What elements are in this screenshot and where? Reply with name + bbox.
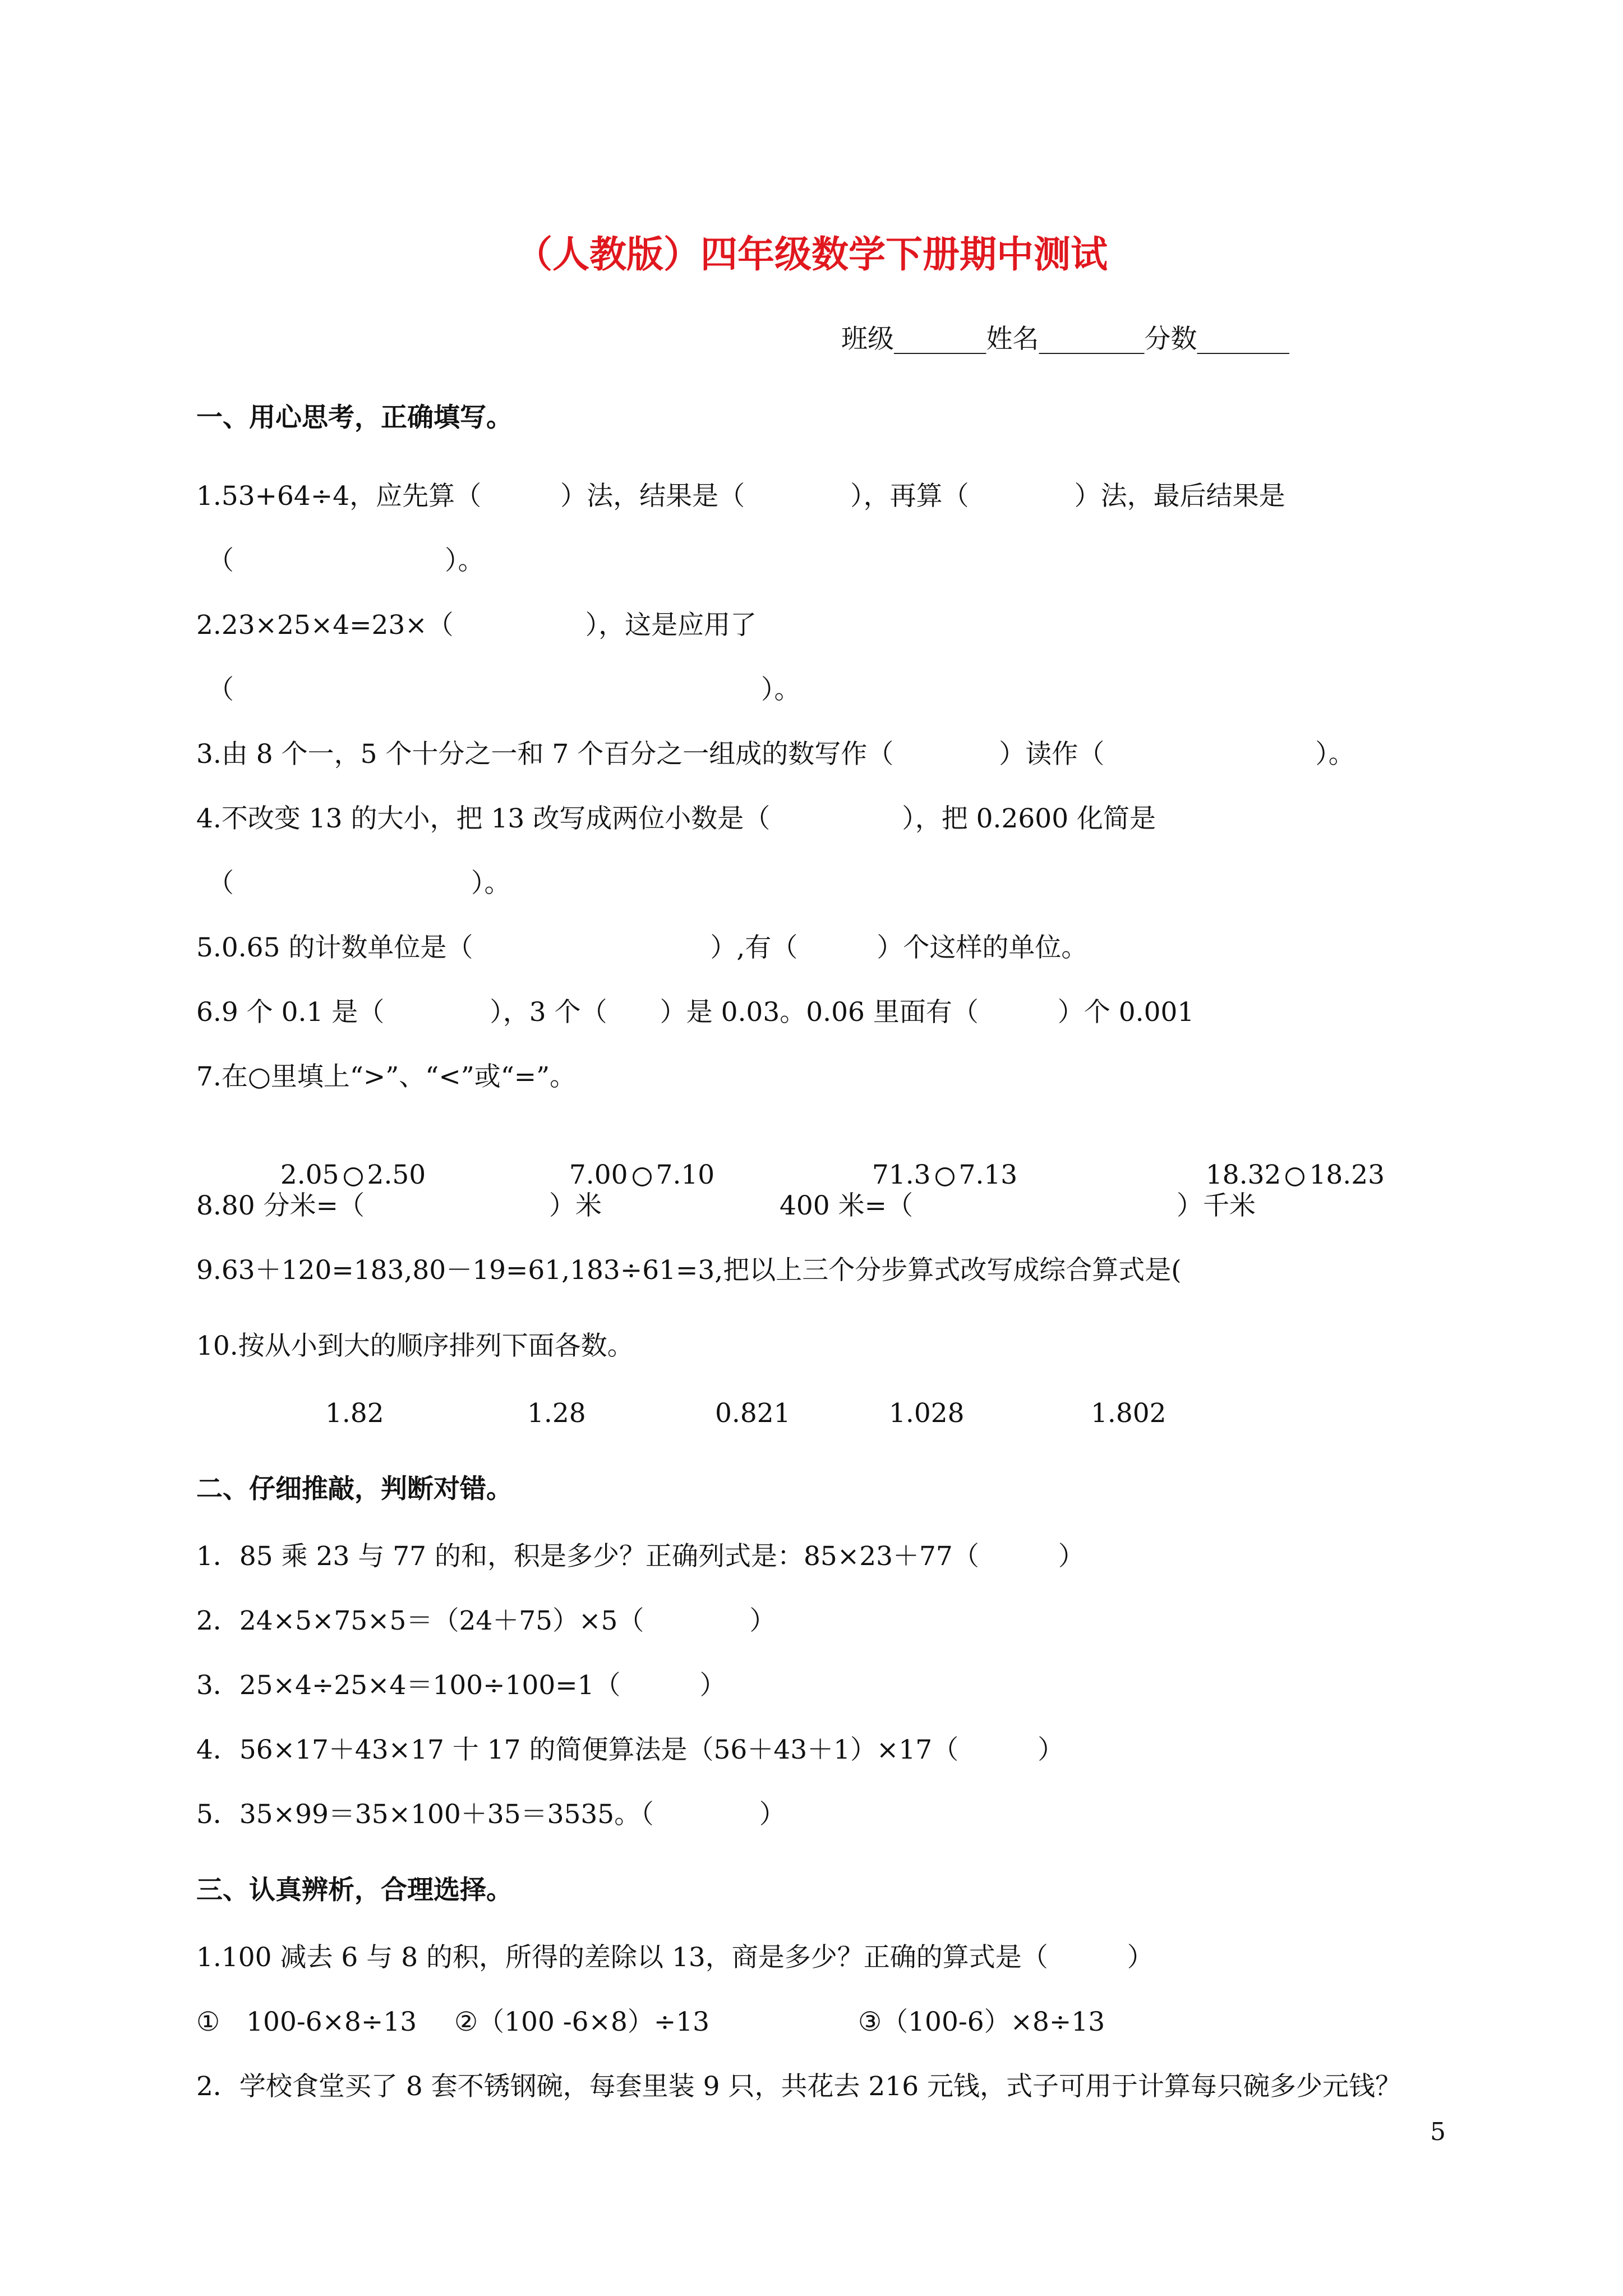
comparison-item	[264, 1125, 426, 1192]
choice-option: ① 100-6×8÷13	[196, 2007, 417, 2037]
number-item: 1.28	[527, 1398, 586, 1429]
number-item: 1.802	[1091, 1398, 1166, 1429]
choice-option: ③（100-6）×8÷13	[858, 2007, 1105, 2037]
choice-option: ②（100 -6×8）÷13	[454, 2007, 710, 2037]
number-item: 1.82	[325, 1398, 384, 1429]
comparison-right-value: 18.23	[1309, 1159, 1385, 1190]
comparison-item	[552, 1125, 714, 1192]
comparison-left-value: 18.32	[1205, 1159, 1281, 1190]
section-3-heading: 三、认真辨析，合理选择。	[196, 1875, 513, 1906]
blank-circle-icon[interactable]	[1285, 1167, 1304, 1186]
question-line: 3．25×4÷25×4＝100÷100=1（ ）	[196, 1670, 726, 1701]
page-title: （人教版）四年级数学下册期中测试	[515, 232, 1108, 276]
question-line: 5.0.65 的计数单位是（ ）,有（ ）个这样的单位。	[196, 932, 1088, 963]
comparison-item	[1189, 1125, 1385, 1192]
question-line: 1.100 减去 6 与 8 的积，所得的差除以 13，商是多少？正确的算式是（ ）	[196, 1942, 1154, 1973]
comparison-right-value: 7.13	[958, 1159, 1018, 1190]
question-line: （ ）。	[208, 674, 801, 705]
blank-circle-icon[interactable]	[935, 1167, 955, 1186]
question-line: 4．56×17＋43×17 十 17 的简便算法是（56＋43＋1）×17（ ）	[196, 1734, 1064, 1765]
question-line: 3.由 8 个一，5 个十分之一和 7 个百分之一组成的数写作（ ）读作（ ）。	[196, 739, 1355, 770]
question-line: （ ）。	[208, 868, 511, 899]
comparison-left-value: 2.05	[280, 1159, 339, 1190]
comparison-left-value: 71.3	[872, 1159, 931, 1190]
question-line: 7.在○里填上“>”、“<”或“=”。	[196, 1061, 577, 1092]
question-line: 8.80 分米=（ ）米	[196, 1190, 602, 1221]
question-line: 2．24×5×75×5＝（24＋75）×5（ ）	[196, 1605, 776, 1636]
comparison-item	[855, 1125, 1017, 1192]
question-line: 2.23×25×4=23×（ ），这是应用了	[196, 610, 757, 641]
number-item: 1.028	[889, 1398, 965, 1429]
question-line: 5．35×99＝35×100＋35＝3535。（ ）	[196, 1799, 786, 1830]
page-number: 5	[1430, 2118, 1446, 2146]
question-line: 9.63＋120=183,80－19=61,183÷61=3,把以上三个分步算式改写成综合算式是(	[196, 1255, 1182, 1286]
question-line: （ ）。	[208, 545, 485, 576]
comparison-left-value: 7.00	[569, 1159, 628, 1190]
comparison-right-value: 2.50	[367, 1159, 426, 1190]
blank-circle-icon[interactable]	[344, 1167, 363, 1186]
question-line: 10.按从小到大的顺序排列下面各数。	[196, 1331, 634, 1361]
question-line: 2．学校食堂买了 8 套不锈钢碗，每套里装 9 只，共花去 216 元钱，式子可用于计算每只碗多少元钱？	[196, 2071, 1402, 2102]
question-line: 6.9 个 0.1 是（ ），3 个（ ）是 0.03。0.06 里面有（ ）个 0.001	[196, 997, 1195, 1028]
comparison-right-value: 7.10	[656, 1159, 715, 1190]
question-line: 1.53+64÷4，应先算（ ）法，结果是（ ），再算（ ）法，最后结果是	[196, 481, 1285, 512]
section-1-heading: 一、用心思考，正确填写。	[196, 402, 513, 433]
section-2-heading: 二、仔细推敲，判断对错。	[196, 1474, 513, 1504]
number-item: 0.821	[715, 1398, 791, 1429]
question-line: 400 米=（ ）千米	[780, 1190, 1256, 1221]
student-info-fields: 班级_______姓名________分数_______	[841, 324, 1289, 355]
question-line: 1．85 乘 23 与 77 的和，积是多少？正确列式是：85×23＋77（ ）	[196, 1541, 1085, 1572]
blank-circle-icon[interactable]	[633, 1167, 652, 1186]
question-line: 4.不改变 13 的大小，把 13 改写成两位小数是（ ），把 0.2600 化简是	[196, 803, 1156, 834]
